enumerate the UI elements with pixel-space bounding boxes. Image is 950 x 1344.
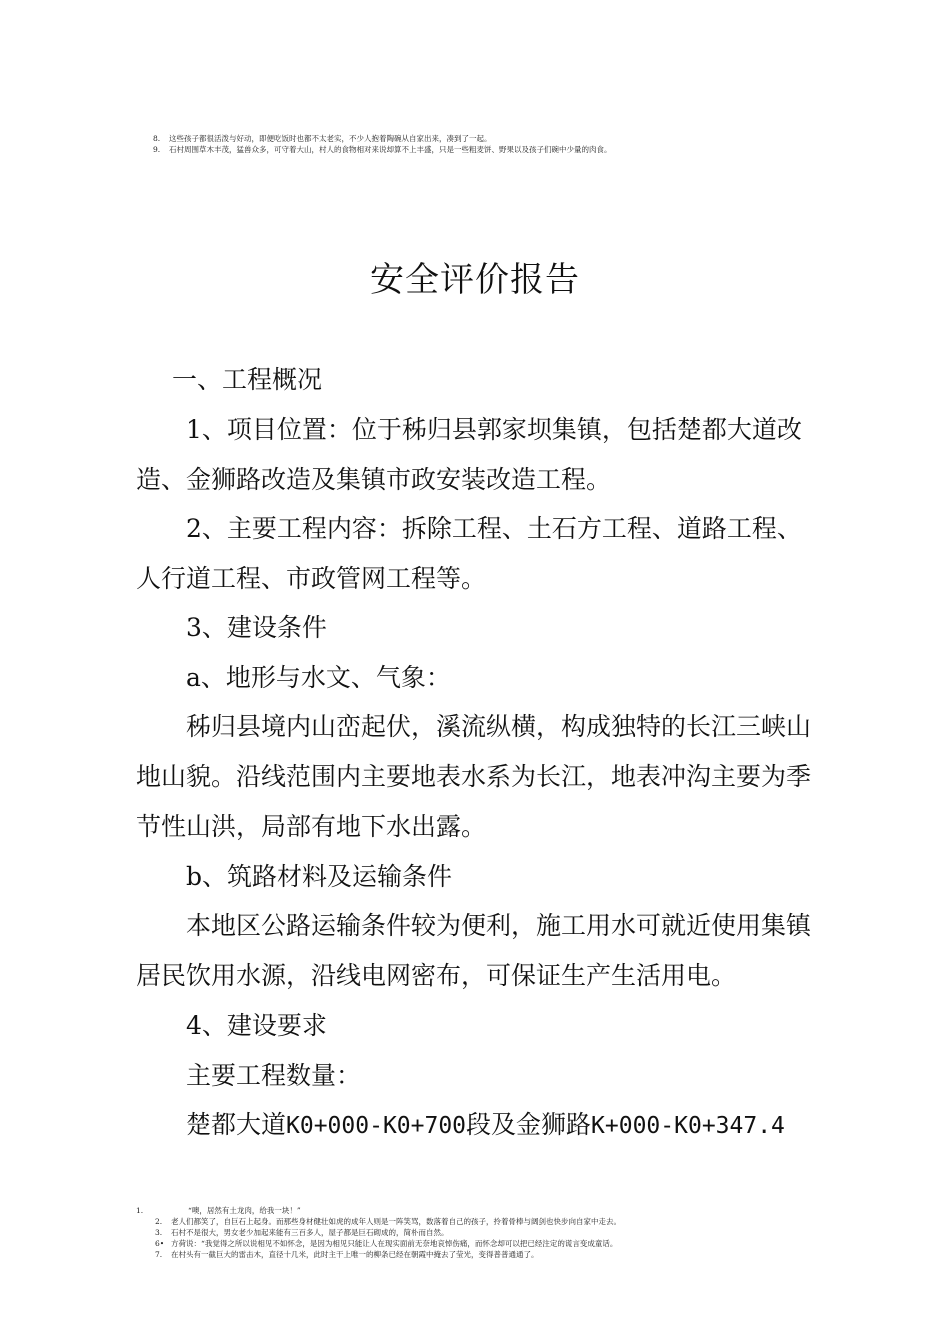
- note-number: 2.: [155, 1217, 163, 1226]
- bottom-note-6: [155, 1239, 617, 1249]
- bottom-note-1: [136, 1206, 301, 1216]
- note-text: 石村周围草木丰茂，猛兽众多，可守着大山，村人的食物相对来说却算不上丰盛，只是一些粗麦饼、野果以及孩子们碗中少量的肉食。: [169, 145, 612, 154]
- item-2-line-1: 2、主要工程内容：拆除工程、土石方工程、道路工程、: [186, 514, 802, 543]
- document-title: 安全评价报告: [370, 260, 580, 300]
- item-2-line-2: 人行道工程、市政管网工程等。: [136, 564, 487, 593]
- note-number: 6•: [155, 1239, 165, 1248]
- note-text: 石村不是很大，男女老少加起来能有三百多人，屋子都是巨石砌成的，简朴而自然。: [171, 1228, 449, 1237]
- note-text: 方荷说：“我觉得之所以说相见不如怀念，是因为相见只能让人在现实面前无奈地哀悼伤痛，而怀念却可以把已经注定的谎言变成童话。: [171, 1239, 618, 1248]
- bottom-note-2: [155, 1217, 621, 1227]
- para-a-line-2: 地山貌。沿线范围内主要地表水系为长江，地表冲沟主要为季: [136, 762, 812, 791]
- last-line-part-3: 段及金狮路: [466, 1110, 592, 1139]
- note-number: 3.: [155, 1228, 163, 1237]
- note-text: 这些孩子都很活泼与好动，即便吃饭时也都不太老实，不少人抱着陶碗从自家出来，凑到了一起。: [169, 134, 492, 143]
- para-b-line-1: 本地区公路运输条件较为便利，施工用水可就近使用集镇: [186, 911, 812, 940]
- sub-a-heading: a、地形与水文、气象：: [186, 663, 451, 692]
- note-number: 9.: [153, 145, 161, 154]
- item-1-line-1: 1、项目位置：位于秭归县郭家坝集镇，包括楚都大道改: [186, 415, 802, 444]
- note-text: 在村头有一截巨大的雷击木，直径十几米，此时主干上唯一的柳条已经在朝霞中掩去了莹光，变得普普通通了。: [171, 1250, 539, 1259]
- top-note-9: [153, 145, 612, 155]
- para-a-line-3: 节性山洪，局部有地下水出露。: [136, 812, 487, 841]
- sub-b-heading: b、筑路材料及运输条件: [186, 862, 453, 891]
- top-note-8: [153, 134, 492, 144]
- bottom-note-3: [155, 1228, 449, 1238]
- item-3-heading: 3、建设条件: [186, 613, 327, 642]
- para-a-line-1: 秭归县境内山峦起伏，溪流纵横，构成独特的长江三峡山: [186, 712, 812, 741]
- para-b-line-2: 居民饮用水源，沿线电网密布，可保证生产生活用电。: [136, 961, 737, 990]
- note-text: 老人们都笑了，自巨石上起身。而那些身材健壮如虎的成年人则是一阵笑骂，数落着自己的孩子，拎着骨棒与阔剑也快步向自家中走去。: [171, 1217, 621, 1226]
- last-line-part-2: K0+000-K0+700: [286, 1113, 467, 1139]
- bottom-note-7: [155, 1250, 539, 1260]
- quantity-label: 主要工程数量：: [186, 1061, 362, 1090]
- note-text: “噢，居然有土龙肉，给我一块！”: [188, 1206, 301, 1215]
- note-number: 1.: [136, 1206, 144, 1215]
- note-number: 7.: [155, 1250, 163, 1259]
- last-line-part-4: K+000-K0+347.4: [591, 1113, 785, 1139]
- note-number: 8.: [153, 134, 161, 143]
- last-line-part-1: 楚都大道: [186, 1110, 287, 1139]
- item-1-line-2: 造、金狮路改造及集镇市政安装改造工程。: [136, 465, 612, 494]
- section-heading-1: 一、工程概况: [172, 365, 323, 394]
- last-line: [186, 1100, 785, 1151]
- item-4-heading: 4、建设要求: [186, 1011, 327, 1040]
